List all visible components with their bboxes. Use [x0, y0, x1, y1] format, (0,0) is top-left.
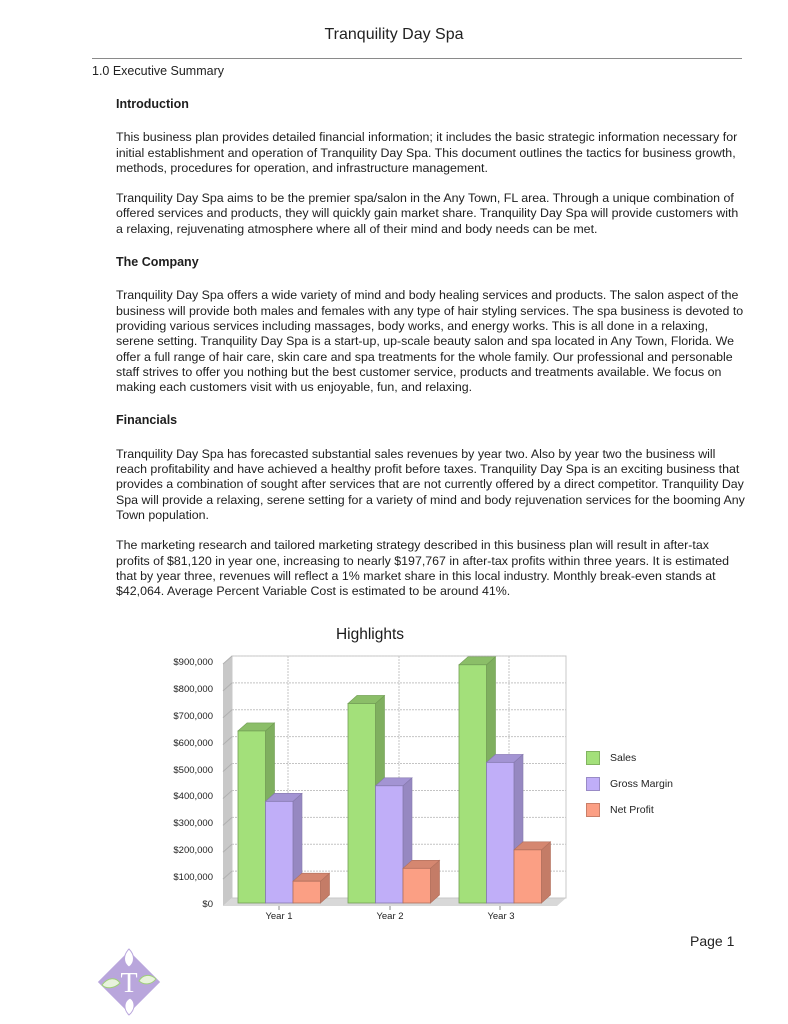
y-axis-label: $200,000	[173, 845, 213, 857]
legend-item-net-profit	[586, 797, 673, 823]
y-axis-label: $500,000	[173, 764, 213, 776]
y-axis-label: $0	[202, 899, 213, 910]
introduction-paragraph: Tranquility Day Spa aims to be the premier spa/salon in the Any Town, FL area. Through a unique combination of offered services and products, they will quickly gain market share. Tranquility Day Spa will provide customers with a relaxing, rejuvenating atmosphere where all of their mind and body needs can be met.	[116, 191, 739, 236]
legend-swatch	[586, 777, 600, 791]
company-heading: The Company	[116, 255, 199, 270]
x-axis-label: Year 2	[376, 911, 404, 922]
spa-logo-icon	[92, 945, 166, 1019]
chart-legend	[586, 745, 673, 823]
y-axis-label: $100,000	[173, 872, 213, 884]
page-number: Page 1	[690, 933, 735, 949]
legend-swatch	[586, 803, 600, 817]
y-axis-label: $300,000	[173, 818, 213, 830]
x-axis-label: Year 3	[487, 911, 515, 922]
document-body	[116, 97, 746, 614]
company-paragraph: Tranquility Day Spa offers a wide variety of mind and body healing services and products. The salon aspect of the business will provide both males and females with any type of hair styling services. The spa business is devoted to providing various services including massages, body works, and energy works. This is all done in a relaxing, serene setting. Tranquility Day Spa is a start-up, up-scale beauty salon and spa located in Any Town, Florida. We offer a full range of hair care, skin care and spa treatments for the whole family. Our professional and personable staff strives to offer you nothing but the best customer service, products and treatments available. We focus on making each customers visit with us enjoyable, fun, and relaxing.	[116, 288, 744, 395]
y-axis-label: $600,000	[173, 737, 213, 749]
y-axis-label: $700,000	[173, 710, 213, 722]
chart-title: Highlights	[335, 626, 405, 643]
financials-paragraph: Tranquility Day Spa has forecasted substantial sales revenues by year two. Also by year two the business will reach profitability and have achieved a healthy profit before taxes. Tranquility Day Spa is an exciting business that provides a combination of sought after services that are not currently offered by a direct competitor. Tranquility Day Spa will provide a relaxing, serene setting for a variety of mind and body rejuvenation services for the booming Any Town population.	[116, 446, 745, 522]
x-axis-label: Year 1	[265, 911, 293, 922]
y-axis-label: $800,000	[173, 683, 213, 695]
svg-text:T: T	[120, 968, 138, 999]
section-heading: 1.0 Executive Summary	[92, 64, 224, 78]
y-axis-label: $400,000	[173, 791, 213, 803]
header-divider	[92, 58, 742, 59]
legend-swatch	[586, 751, 600, 765]
y-axis-label: $900,000	[173, 657, 213, 668]
legend-item-gross-margin	[586, 771, 673, 797]
introduction-paragraph: This business plan provides detailed financial information; it includes the basic strategic information necessary for initial establishment and operation of Tranquility Day Spa. This document outlines the tactics for business growth, methods, procedures for operation, and infrastructure management.	[116, 130, 738, 175]
legend-label: Gross Margin	[610, 778, 674, 790]
legend-item-sales	[586, 745, 673, 771]
financials-paragraph: The marketing research and tailored marketing strategy described in this business plan will result in after-tax profits of $81,120 in year one, increasing to nearly $197,767 in after-tax profits within three years. It is estimated that by year three, revenues will reflect a 1% market share in this local industry. Monthly break-even stands at $42,064. Average Percent Variable Cost is estimated to be around 41%.	[116, 538, 729, 599]
financials-heading: Financials	[116, 413, 178, 428]
legend-label: Net Profit	[610, 804, 654, 816]
document-header-title: Tranquility Day Spa	[324, 26, 464, 43]
introduction-heading: Introduction	[116, 97, 189, 111]
legend-label: Sales	[610, 752, 637, 764]
